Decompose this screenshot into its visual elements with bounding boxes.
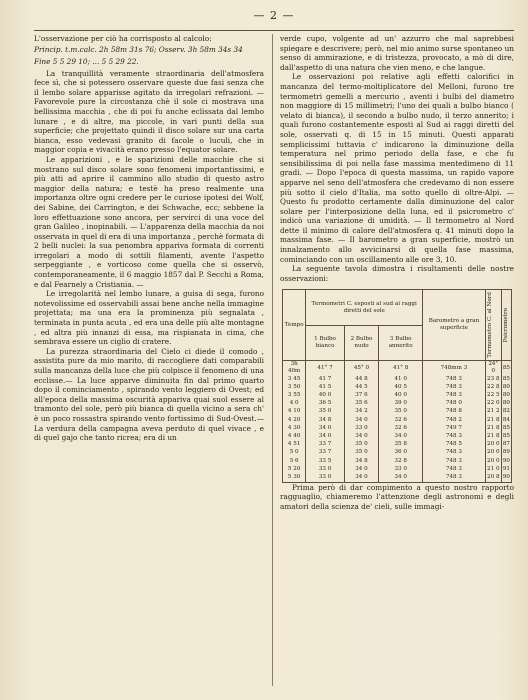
cell-time: 4 51 <box>283 441 306 449</box>
header-psychrometer <box>501 290 511 361</box>
cell-psychrometer: 85 <box>502 433 510 440</box>
cell-thermometer-north: 20 0 <box>487 441 500 448</box>
table-row <box>283 408 512 416</box>
table-row <box>283 383 512 391</box>
cell-bulb-naked: 44 8 <box>344 375 378 383</box>
cell-thermometer-north: 22 8 <box>487 383 500 390</box>
cell-bulb-naked: 45° 0 <box>344 361 378 376</box>
cell-bulb-white: 36 5 <box>306 400 344 408</box>
header-barometer: Barometro a gran superficie <box>423 290 486 361</box>
cell-bulb-black: 41 0 <box>379 375 423 383</box>
cell-thermometer-north: 21 0 <box>487 465 500 472</box>
cell-bulb-black: 32 6 <box>379 416 423 424</box>
cell-time: 5 30 <box>283 473 306 482</box>
cell-psychrometer: 87 <box>502 441 510 448</box>
paragraph-landscape: verde cupo, volgente ad un' azzurro che mal saprebbesi spiegare e descrivere; però, nel mio animo surse spontaneo un senso di ammirazione, e di tristezza, provocato, a mò di dire, dall'aspetto di una natura che vien meno, e che langue. <box>280 34 514 72</box>
cell-bulb-white: 41 7 <box>306 375 344 383</box>
cell-psychrometer: 90 <box>502 457 510 464</box>
cell-psychrometer: 85 <box>502 375 510 382</box>
cell-bulb-black: 36 0 <box>379 449 423 457</box>
cell-thermometer-north: 21 8 <box>487 416 500 423</box>
table-row <box>283 375 512 383</box>
cell-bulb-naked: 34 2 <box>344 408 378 416</box>
cell-thermometer-north: 23 8 <box>487 375 500 382</box>
calc-row-end <box>34 57 264 67</box>
cell-bulb-naked: 35 6 <box>344 400 378 408</box>
cell-bulb-white: 34 0 <box>306 432 344 440</box>
header-bulb-white: 1 Bulbo bianco <box>306 325 344 360</box>
cell-psychrometer: 85 <box>501 361 511 376</box>
cell-time: 4 40 <box>283 432 306 440</box>
left-column <box>34 34 264 443</box>
cell-psychrometer: 90 <box>501 473 511 482</box>
cell-thermometer-north: 20 8 <box>485 473 501 482</box>
right-column <box>280 34 514 511</box>
cell-barometer: 748 5 <box>423 441 486 449</box>
cell-thermometer-north: 24° 0 <box>485 361 501 376</box>
table-row <box>283 432 512 440</box>
cell-barometer: 748 3 <box>423 449 486 457</box>
header-bulb-naked: 2 Bulbo nudo <box>344 325 378 360</box>
column-divider <box>272 34 273 686</box>
cell-thermometer-north: 21 8 <box>487 433 500 440</box>
cell-bulb-white: 41 5 <box>306 383 344 391</box>
calc-row-label: Princip. <box>34 44 63 54</box>
cell-barometer: 748 8 <box>423 408 486 416</box>
table-caption: La seguente tavola dimostra i risultamenti delle nostre osservazioni: <box>280 264 514 283</box>
cell-thermometer-north: 22 5 <box>487 392 500 399</box>
cell-time: 3h 40m <box>283 361 306 376</box>
cell-bulb-black: 34 0 <box>379 473 423 482</box>
cell-bulb-white: 33 7 <box>306 441 344 449</box>
cell-time: 5 0 <box>283 449 306 457</box>
cell-bulb-naked: 34 8 <box>344 457 378 465</box>
cell-time: 4 10 <box>283 408 306 416</box>
cell-time: 4 30 <box>283 424 306 432</box>
cell-time: 5 6 <box>283 457 306 465</box>
cell-bulb-white: 33 5 <box>306 457 344 465</box>
cell-bulb-naked: 33 0 <box>344 424 378 432</box>
cell-time: 5 20 <box>283 465 306 473</box>
cell-psychrometer: 80 <box>502 392 510 399</box>
paragraph-closing: Prima però di dar compimento a questo nostro rapporto ragguaglio, chiameremo l'attenzione degli astronomi e degli amatori della scienza de' cieli, sulle immagi- <box>280 482 514 511</box>
cell-bulb-naked: 44 5 <box>344 383 378 391</box>
header-time: Tempo <box>283 290 306 361</box>
calc-intro: L'osservazione per ciò ha corrisposto al calcolo: <box>34 34 212 43</box>
cell-bulb-black: 33 0 <box>379 465 423 473</box>
two-column-body <box>34 34 514 700</box>
cell-thermometer-north: 21 2 <box>487 408 500 415</box>
cell-thermometer-north: 20 0 <box>487 449 500 456</box>
cell-bulb-naked: 35 0 <box>344 449 378 457</box>
cell-time: 3 45 <box>283 375 306 383</box>
cell-bulb-black: 32 8 <box>379 457 423 465</box>
table-row <box>283 449 512 457</box>
table-row <box>283 457 512 465</box>
cell-psychrometer: 80 <box>502 400 510 407</box>
paragraph-lunar-limb: Le irregolarità nel lembo lunare, a guisa di sega, furono notevolissime ed osservabili assai bene anche nella immagine projettata; ma una era la prominenza più segnalata , terminata in punta acuta , ed era una delle più alte montagne , ed altra più innanzi di essa, ma rispianata in cima, che sembrava essere un ciglio di cratere. <box>34 289 264 347</box>
cell-bulb-white: 34 8 <box>306 416 344 424</box>
table-row <box>283 473 512 482</box>
header-psychrometer-label: Psicrometro <box>502 308 509 343</box>
cell-barometer: 748mm 3 <box>423 361 486 376</box>
cell-psychrometer: 85 <box>502 424 510 431</box>
cell-bulb-naked: 34 0 <box>344 465 378 473</box>
cell-bulb-white: 35 0 <box>306 408 344 416</box>
cell-bulb-black: 35 0 <box>379 408 423 416</box>
paragraph-thermal: Le osservazioni poi relative agli effetti calorifici in mancanza del termo-moltiplicatore del Melloni, furono tre termometri gemelli a mercurio , aventi i bulbi del diametro non maggiore di 15 millimetri; l'uno dei quali a bulbo bianco ( velato di bianca), il secondo a bulbo nudo, il terzo annerito; i quali furono costantemente esposti al Sud ai raggi diretti del sole, osservati q. di 15 in 15 minuti. Questi apparati semplicissimi tuttavia c' indicarono la diminuzione della temperatura nel primo periodo della fase, e che fu sensibilissima di poi nella fase massima mentedimeno di 11 gradi. — Dopo l'epoca di questa massima, un rapido vapore apparve nel seno dell'atmosfera che credevamo di non essere più sotto il cielo d'Italia, ma sotto quello di oltre-Alpi. — Questo fu prodotto certamente dalla diminuzione del calor solare per l'interposizione della luna, ed il psicrometro c' indicò una variazione di umidità. — Il termometro al Nord dette il minimo di calore dell'atmosfera q. 41 minuti dopo la massima fase. — Il barometro a gran superficie, mostrò un innalzamento allo avvicinarsi di quella fase massima, cominciando con un oscillamento alle ore 3, 10. <box>280 72 514 264</box>
cell-bulb-black: 40 5 <box>379 383 423 391</box>
paragraph-light: La purezza straordinaria del Cielo ci diede il comodo , assistita pure da mio marito, di raccogliere dati comparabili sulla mancanza della luce che più colpisce il fenomeno di una ecclisse.— La luce apparve diminuita fin dal primo quarto dopo il cominciamento , spirando vento leggiero di Ovest; ed all'epoca della massima oscurità appariva quai suol essere al tramonto del sole, però più bianca di quella vicino a sera ch' è un poco rossastra spirando vento fortissimo di Sud-Ovest.— La verdura della campagna aveva perduto di quel vivace , e di quel gajo che tanto ricrea; era di un <box>34 346 264 443</box>
cell-time: 3 55 <box>283 392 306 400</box>
header-thermometers: Termometri C. esposti al sud ai raggi diretti del sole <box>306 290 423 325</box>
calc-row-values: 5 5 29 10; ... 5 5 29 22. <box>52 56 139 66</box>
observation-table <box>282 289 512 482</box>
cell-barometer: 748 2 <box>423 416 486 424</box>
cell-bulb-white: 40 0 <box>306 392 344 400</box>
cell-time: 4 0 <box>283 400 306 408</box>
cell-barometer: 748 3 <box>423 457 486 465</box>
calc-row-start <box>34 45 264 55</box>
cell-psychrometer: 89 <box>502 449 510 456</box>
header-thermometer-north-label: Termometro C. al Nord <box>486 292 493 359</box>
cell-bulb-white: 33 7 <box>306 449 344 457</box>
cell-thermometer-north: 21 8 <box>487 424 500 431</box>
cell-psychrometer: 82 <box>502 408 510 415</box>
cell-bulb-black: 32 6 <box>379 424 423 432</box>
cell-psychrometer: 80 <box>502 383 510 390</box>
table-row <box>283 441 512 449</box>
paragraph-atmosphere: La tranquillità veramente straordinaria dell'atmosfera fece sì, che si potessero osservare queste due fasi senza che il lembo solare apparisse agitato da irregolari refrazioni. — Favorevole pure la circostanza chè il sole ci mostrava una bellissima macchia , che di poi fu anche eclissata dal lembo lunare , e di altre, ma piccole, in vari punti della sua superficie; che projettato quindi il disco solare sur una carta bianca, esso vedevasi granito di facole o luculi, che in maggior copia e vivacità erano presso l'equator solare. <box>34 68 264 155</box>
cell-thermometer-north: 22 0 <box>487 400 500 407</box>
observation-table-body <box>283 361 512 482</box>
table-row <box>283 400 512 408</box>
cell-barometer: 749 7 <box>423 424 486 432</box>
cell-thermometer-north: 20 0 <box>487 457 500 464</box>
cell-bulb-naked: 34 0 <box>344 473 378 482</box>
cell-bulb-naked: 34 0 <box>344 432 378 440</box>
cell-bulb-black: 41° 8 <box>379 361 423 376</box>
table-row <box>283 424 512 432</box>
calc-row-label: Fine <box>34 56 51 66</box>
table-row <box>283 392 512 400</box>
cell-barometer: 748 3 <box>423 473 486 482</box>
cell-bulb-white: 41° 7 <box>306 361 344 376</box>
table-row <box>283 416 512 424</box>
cell-bulb-white: 33 0 <box>306 465 344 473</box>
table-row <box>283 465 512 473</box>
page-number-header: — 2 — <box>253 9 295 22</box>
cell-barometer: 748 3 <box>423 392 486 400</box>
header-bulb-black: 3 Bulbo annerito <box>379 325 423 360</box>
cell-bulb-black: 40 0 <box>379 392 423 400</box>
cell-bulb-naked: 35 0 <box>344 441 378 449</box>
table-row <box>283 361 512 376</box>
calc-row-values: t.m.calc. 2h 58m 31s 76; Osserv. 3h 58m 34s 34 <box>65 44 243 54</box>
cell-psychrometer: 91 <box>502 465 510 472</box>
header-thermometer-north <box>485 290 501 361</box>
cell-time: 4 20 <box>283 416 306 424</box>
cell-bulb-white: 34 0 <box>306 424 344 432</box>
cell-barometer: 748 3 <box>423 383 486 391</box>
cell-barometer: 748 3 <box>423 375 486 383</box>
cell-barometer: 748 3 <box>423 432 486 440</box>
cell-bulb-black: 35 8 <box>379 441 423 449</box>
cell-bulb-naked: 37 6 <box>344 392 378 400</box>
cell-barometer: 748 3 <box>423 465 486 473</box>
cell-psychrometer: 84 <box>502 416 510 423</box>
cell-bulb-black: 34 0 <box>379 432 423 440</box>
header-rule <box>34 30 514 31</box>
cell-bulb-black: 39 0 <box>379 400 423 408</box>
cell-bulb-naked: 34 0 <box>344 416 378 424</box>
paragraph-sunspots: Le apparizioni , e le sparizioni delle macchie che si mostrano sul disco solare sono fenomeni importantissimi, e più atti ad aprire il cammino allo studio di questo astro maggior della natura; e testè ha preso realmente una importanza oltre ogni credere per le curiose ipotesi dei Wolf, dei Sabine, dei Carrington, e dei Schwache, ecc; sebbene la loro effettuazione sono ancora, per servirci di una voce del gran Galileo , inopinabili. — L'apparenza della macchia da noi osservata in quel di era di una importanza , perchè formata di 2 belli nuclei: la sua penombra appariva formata di correnti irregolari a modo di sottili filamenti, avente l'aspetto serpeggiante , e vorticoso come quella che si osservò, contemporaneamente, il 6 maggio 1857 dal P. Secchi a Roma, e dal Fearnely a Cristiania. — <box>34 154 264 289</box>
cell-barometer: 748 0 <box>423 400 486 408</box>
cell-time: 3 50 <box>283 383 306 391</box>
cell-bulb-white: 33 0 <box>306 473 344 482</box>
